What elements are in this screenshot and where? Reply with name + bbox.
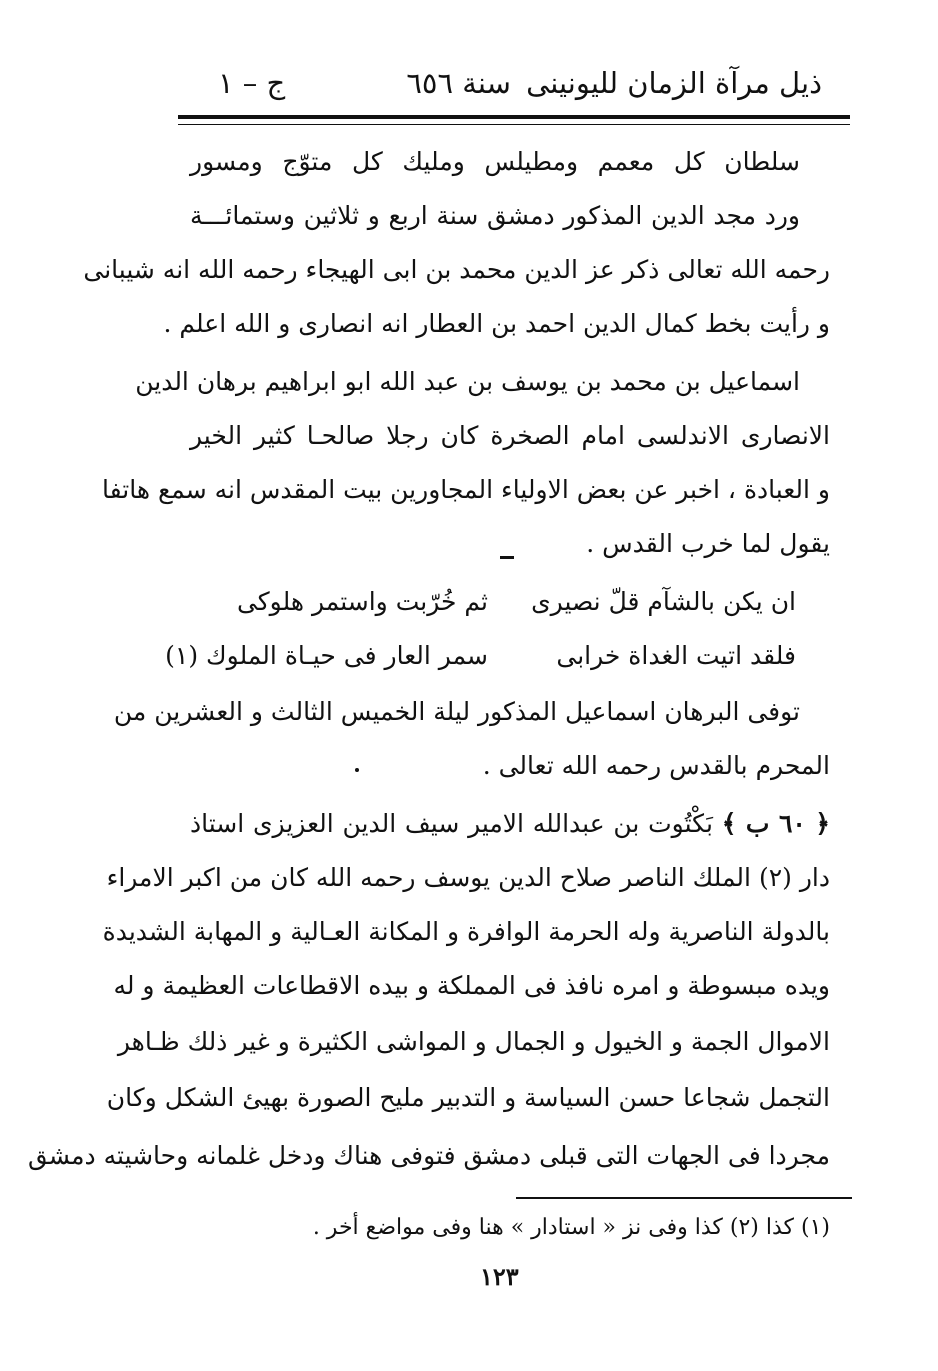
verse-separator-mark [500,556,514,559]
header-rule-thin [178,124,850,125]
entry-name: بَكْتُوت بن عبدالله الامير سيف الدين العزيزى استاذ [190,809,713,838]
header-title [400,66,822,100]
entry-heading-line [190,800,830,848]
text-line-5: اسماعيل بن محمد بن يوسف بن عبد الله ابو ابراهيم برهان الدين [135,367,800,396]
text-line-3: رحمه الله تعالى ذكر عز الدين محمد بن ابى الهيجاء رحمه الله انه شيبانى [83,255,830,284]
stray-dot [355,768,359,772]
verse-2-second-hemistich: سمر العار فى حيـاة الملوك (١) [165,641,488,670]
text-line-4: و رأيت بخط كمال الدين احمد بن العطار انه انصارى و الله اعلم . [163,309,830,338]
text-line-15: التجمل شجاعا حسن السياسة و التدبير مليح الصورة بهيئ الشكل وكان [106,1083,830,1112]
text-line-14: الاموال الجمة و الخيول و الجمال و المواشى الكثيرة و غير ذلك ظـاهر [117,1027,830,1056]
page-number: ١٢٣ [480,1262,519,1291]
folio-marker: ﴿ ٦٠ ب ﴾ [721,809,830,838]
footnote-rule [516,1197,852,1199]
text-line-9: توفى البرهان اسماعيل المذكور ليلة الخميس الثالث و العشرين من [113,697,800,726]
text-line-1: سلطان كل معمم ومطيلس ومليك كل متوّج ومسور [190,147,800,176]
header-year: سنة ٦٥٦ [406,66,511,100]
text-line-16: مجردا فى الجهات التى قبلى دمشق فتوفى هناك ودخل غلمانه وحاشيته دمشق [28,1141,830,1170]
verse-1-first-hemistich: ان يكن بالشآم قلّ نصيرى [531,587,796,616]
text-line-10: المحرم بالقدس رحمه الله تعالى . [482,751,830,780]
text-line-11: دار (٢) الملك الناصر صلاح الدين يوسف رحمه الله كان من اكبر الامراء [106,863,830,892]
verse-2-first-hemistich: فلقد اتيت الغداة خرابى [556,641,796,670]
text-line-12: بالدولة الناصرية وله الحرمة الوافرة و المكانة العـالية و المهابة الشديدة [102,917,830,946]
book-title: ذيل مرآة الزمان لليونينى [526,66,822,100]
text-line-13: ويده مبسوطة و امره نافذ فى المملكة و بيده الاقطاعات العظيمة و له [113,971,830,1000]
text-line-8: يقول لما خرب القدس . [586,529,830,558]
header-volume: ج – ١ [218,66,286,100]
text-line-2: ورد مجد الدين المذكور دمشق سنة اربع و ثلاثين وستمائـــة [190,201,800,230]
header-rule-thick [178,115,850,119]
verse-1-second-hemistich: ثم خُرّبت واستمر هلوكى [236,587,488,616]
footnote: (١) كذا (٢) كذا وفى نز « استادار » هنا وفى مواضع أخر . [312,1215,830,1240]
text-line-6: الانصارى الاندلسى امام الصخرة كان رجلا صالحـا كثير الخير [190,421,830,450]
running-header [178,58,850,110]
text-line-7: و العبادة ، اخبر عن بعض الاولياء المجاورين بيت المقدس انه سمع هاتفا [102,475,830,504]
